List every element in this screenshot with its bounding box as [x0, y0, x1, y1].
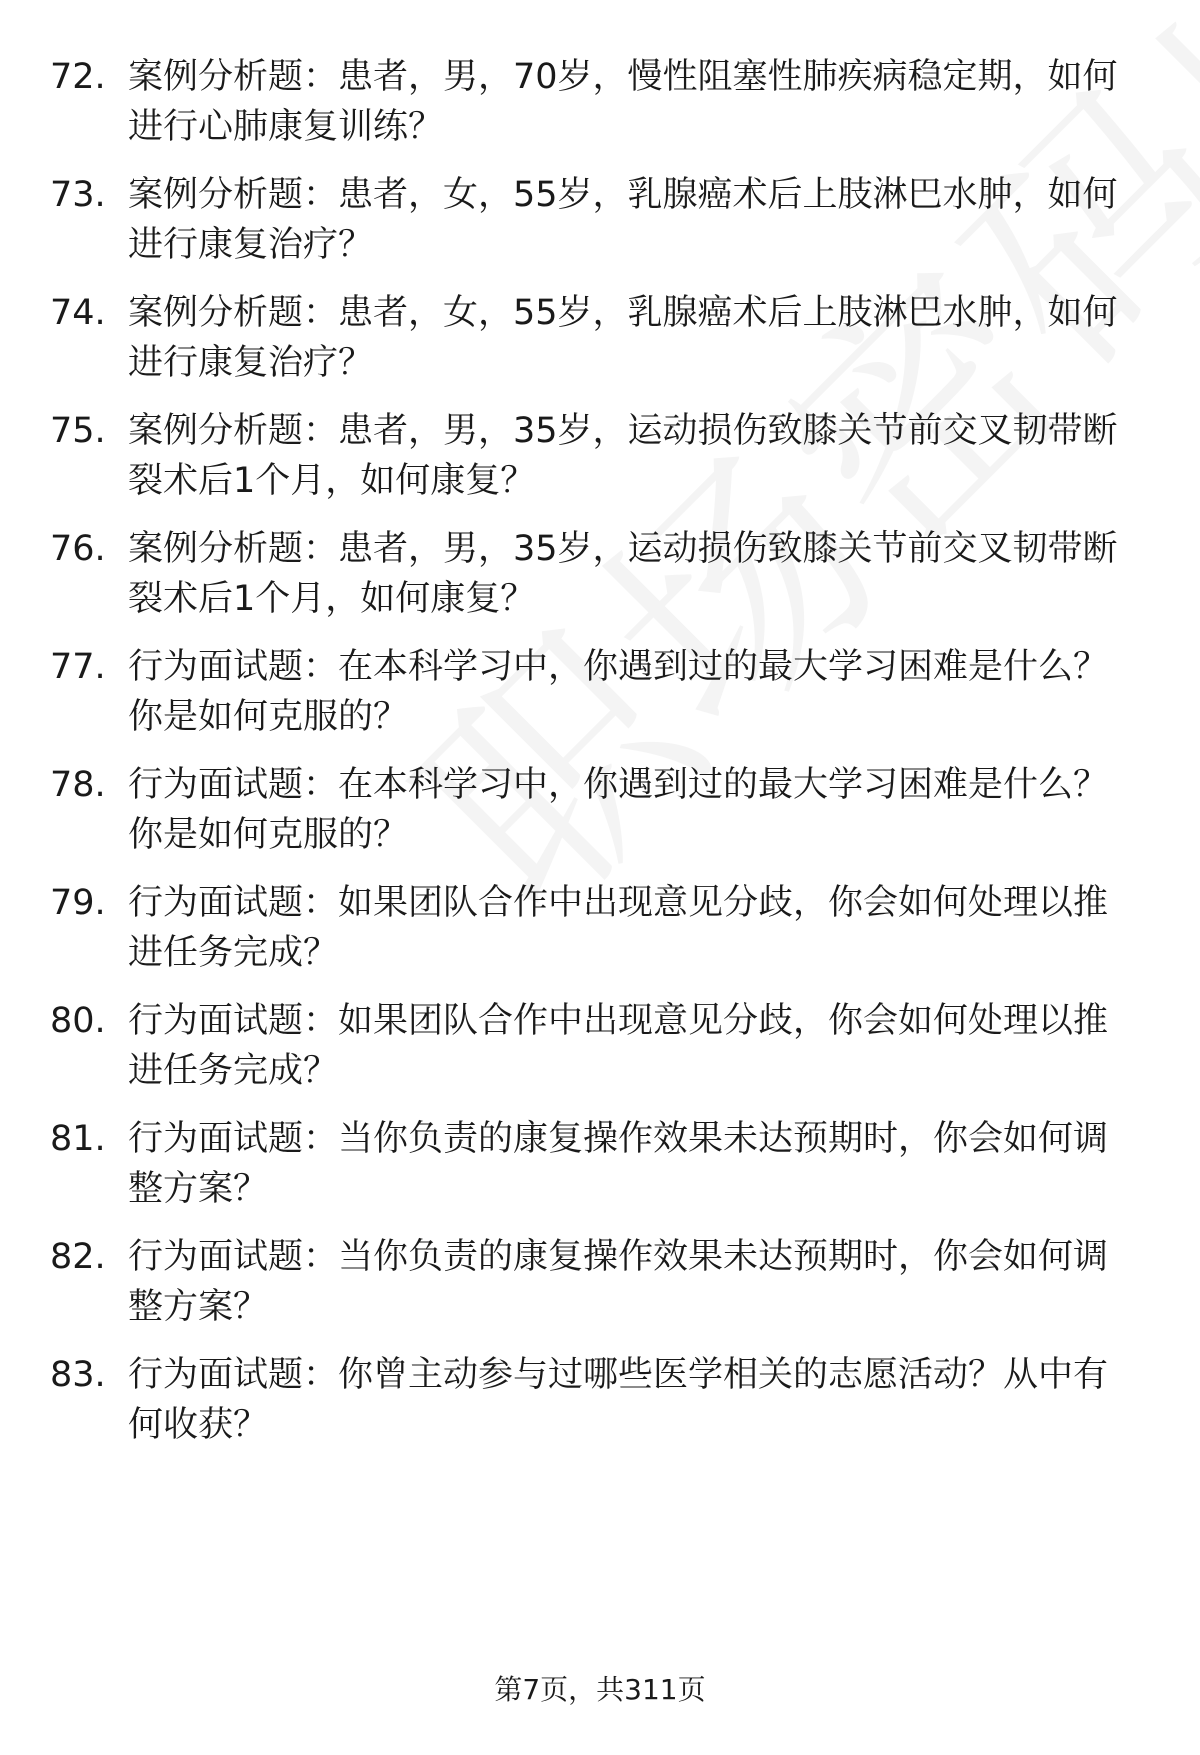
question-number: 77. — [50, 647, 106, 687]
question-text: 行为面试题：当你负责的康复操作效果未达预期时，你会如何调 整方案？ — [128, 1237, 1109, 1327]
question-text: 案例分析题：患者，男，70岁，慢性阻塞性肺疾病稳定期，如何 进行心肺康复训练？ — [128, 57, 1118, 147]
question-item — [50, 406, 1160, 516]
page-footer — [0, 1670, 1200, 1710]
question-number: 79. — [50, 883, 106, 923]
question-number: 74. — [50, 293, 106, 333]
question-item — [50, 52, 1160, 162]
question-number: 76. — [50, 529, 106, 569]
question-item — [50, 1114, 1160, 1224]
question-number: 78. — [50, 765, 106, 805]
question-number: 82. — [50, 1237, 106, 1277]
question-item — [50, 524, 1160, 634]
question-number: 73. — [50, 175, 106, 215]
question-number: 72. — [50, 57, 106, 97]
question-number: 81. — [50, 1119, 106, 1159]
question-text: 案例分析题：患者，女，55岁，乳腺癌术后上肢淋巴水肿，如何 进行康复治疗？ — [128, 293, 1118, 383]
question-text: 行为面试题：在本科学习中，你遇到过的最大学习困难是什么？ 你是如何克服的？ — [128, 647, 1109, 737]
question-item — [50, 642, 1160, 752]
page-number-label: 第7页，共311页 — [494, 1673, 706, 1706]
question-text: 行为面试题：如果团队合作中出现意见分歧，你会如何处理以推 进任务完成？ — [128, 1001, 1109, 1091]
question-text: 行为面试题：如果团队合作中出现意见分歧，你会如何处理以推 进任务完成？ — [128, 883, 1109, 973]
question-text: 行为面试题：当你负责的康复操作效果未达预期时，你会如何调 整方案？ — [128, 1119, 1109, 1209]
question-text: 行为面试题：你曾主动参与过哪些医学相关的志愿活动？从中有 何收获？ — [128, 1355, 1109, 1445]
question-number: 80. — [50, 1001, 106, 1041]
question-text: 案例分析题：患者，男，35岁，运动损伤致膝关节前交叉韧带断 裂术后1个月，如何康复？ — [128, 529, 1118, 619]
question-text: 案例分析题：患者，男，35岁，运动损伤致膝关节前交叉韧带断 裂术后1个月，如何康复？ — [128, 411, 1118, 501]
question-text: 行为面试题：在本科学习中，你遇到过的最大学习困难是什么？ 你是如何克服的？ — [128, 765, 1109, 855]
question-item — [50, 760, 1160, 870]
question-item — [50, 878, 1160, 988]
question-number: 75. — [50, 411, 106, 451]
question-item — [50, 1232, 1160, 1342]
question-item — [50, 996, 1160, 1106]
question-number: 83. — [50, 1355, 106, 1395]
question-item — [50, 1350, 1160, 1460]
question-item — [50, 288, 1160, 398]
question-item — [50, 170, 1160, 280]
question-text: 案例分析题：患者，女，55岁，乳腺癌术后上肢淋巴水肿，如何 进行康复治疗？ — [128, 175, 1118, 265]
